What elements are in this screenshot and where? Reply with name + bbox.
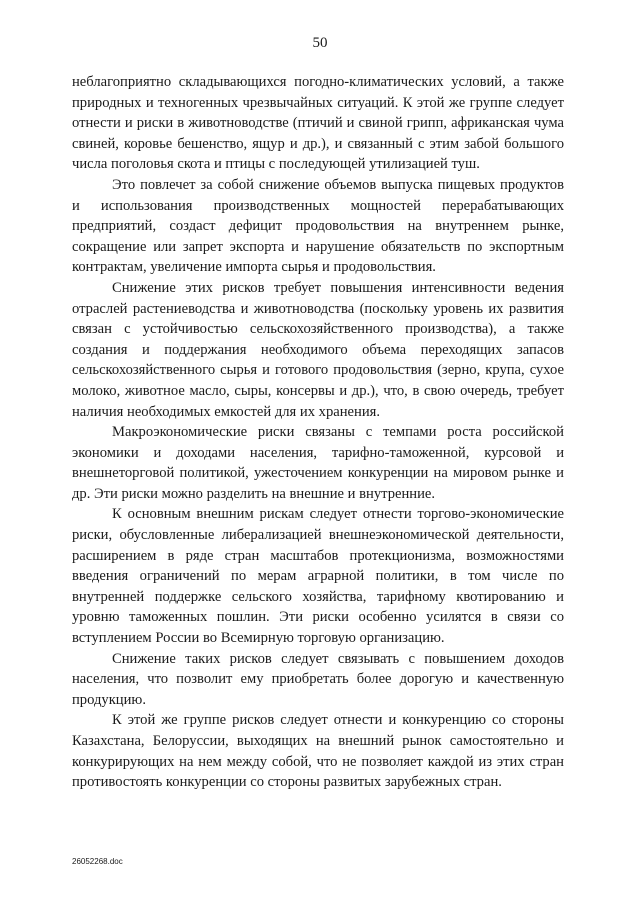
paragraph-4: Макроэкономические риски связаны с темпами роста российской экономики и доходами населения, тарифно-таможенной, курсовой и внешнеторговой политикой, ужесточением конкуренции на мировом рынке и др. Эти риски можно разделить на внешние и внутренние.	[72, 424, 564, 502]
paragraph-1: неблагоприятно складывающихся погодно-климатических условий, а также природных и техногенных чрезвычайных ситуаций. К этой же группе следует отнести и риски в животноводстве (птичий и свиной грипп, африканская чума свиней, коровье бешенство, ящур и др.), и связанный с этим забой большого числа поголовья скота и птицы с последующей утилизацией туш.	[72, 74, 564, 173]
paragraph-7: К этой же группе рисков следует отнести и конкуренцию со стороны Казахстана, Белоруссии, выходящих на внешний рынок самостоятельно и конкурирующих на нем между собой, что не позволяет каждой из этих стран противостоять конкуренции со стороны развитых зарубежных стран.	[72, 712, 564, 791]
paragraph-2: Это повлечет за собой снижение объемов выпуска пищевых продуктов и использования производственных мощностей перерабатывающих предприятий, создаст дефицит продовольствия на внутреннем рынке, сокращение или запрет экспорта и нарушение обязательств по экспортным контрактам, увеличение импорта сырья и продовольствия.	[72, 176, 564, 276]
page-number: 50	[312, 35, 328, 51]
document-body	[72, 72, 564, 793]
paragraph-5: К основным внешним рискам следует отнести торгово-экономические риски, обусловленные либерализацией внешнеэкономической деятельности, расширением в ряде стран масштабов протекционизма, возможностями введения ограничений по мерам аграрной политики, в том числе по внутренней поддержке сельского хозяйства, тарифному квотированию и уровню таможенных пошлин. Эти риски особенно усилятся в связи со вступлением России во Всемирную торговую организацию.	[72, 506, 564, 647]
paragraph-6: Снижение таких рисков следует связывать с повышением доходов населения, что позволит ему приобретать более дорогую и качественную продукцию.	[72, 650, 564, 708]
paragraph-3: Снижение этих рисков требует повышения интенсивности ведения отраслей растениеводства и животноводства (поскольку уровень их развития связан с устойчивостью сельскохозяйственного производства), а также создания и поддержания необходимого объема переходящих запасов сельскохозяйственного сырья и готового продовольствия (зерно, крупа, сухое молоко, животное масло, сыры, консервы и др.), что, в свою очередь, требует наличия необходимых емкостей для их хранения.	[72, 279, 564, 420]
footer-filename: 26052268.doc	[72, 857, 123, 866]
